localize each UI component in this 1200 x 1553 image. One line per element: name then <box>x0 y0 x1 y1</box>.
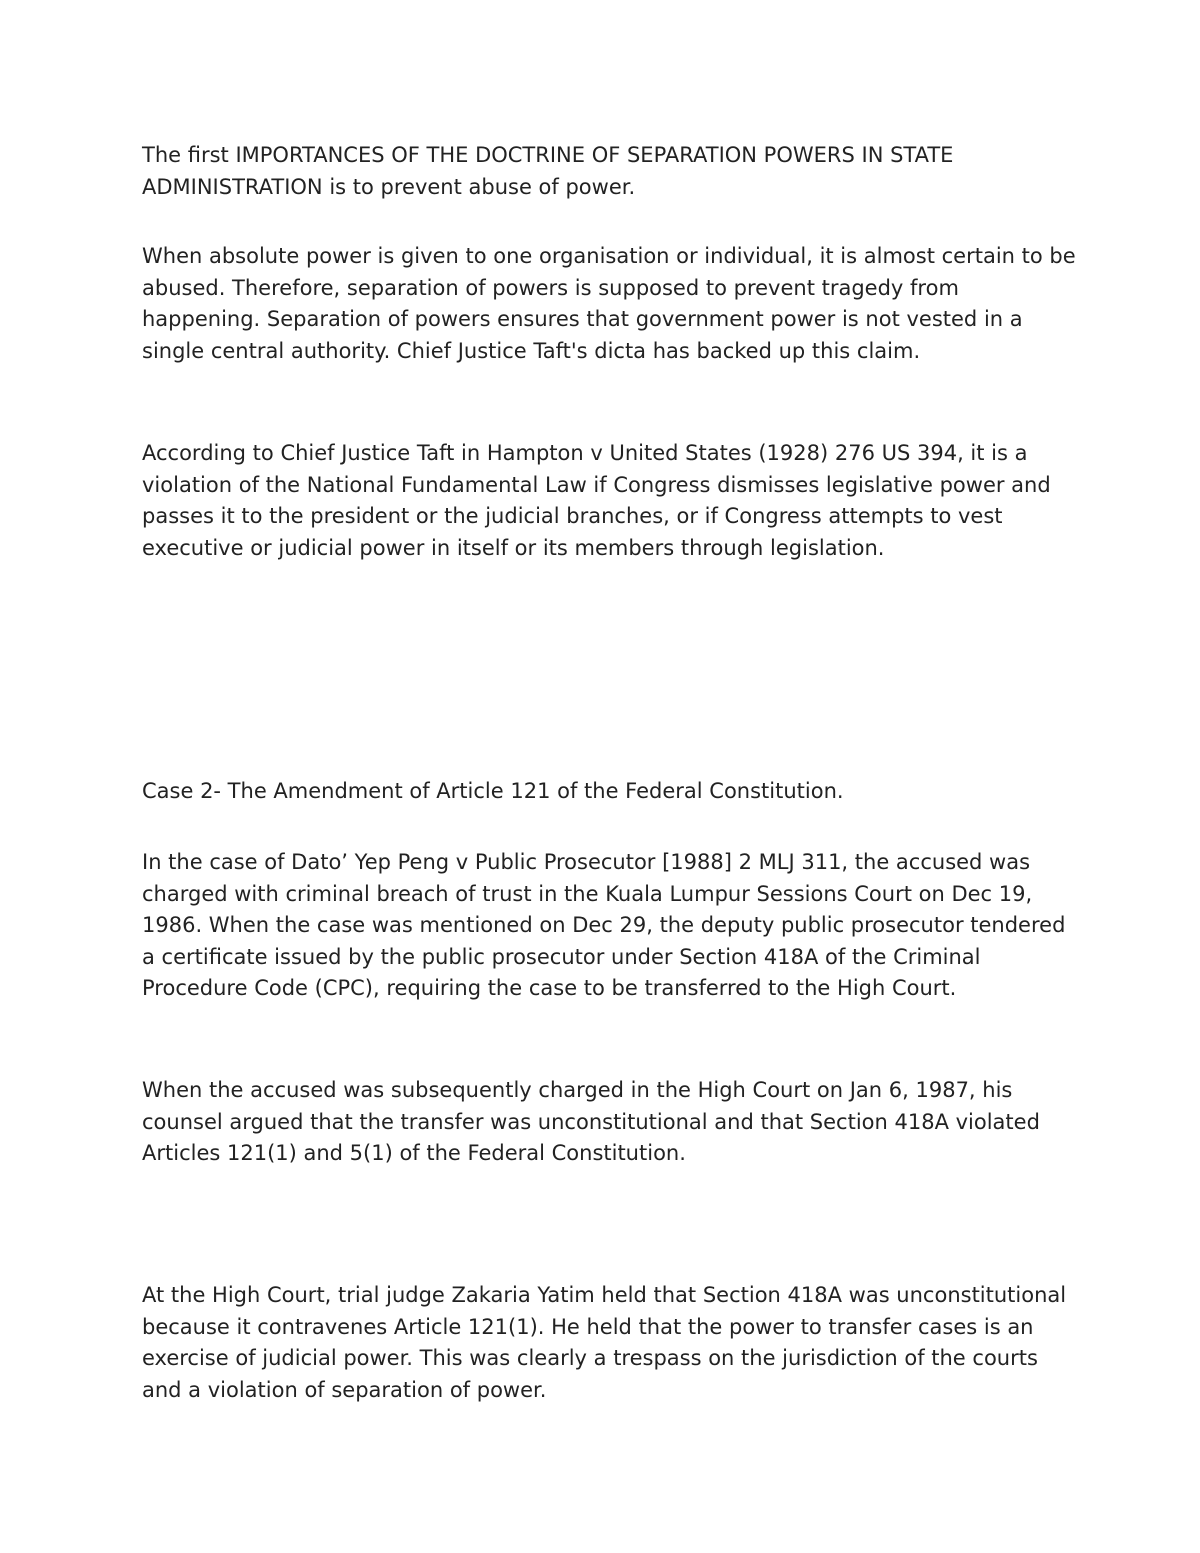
high-court-ruling-paragraph: At the High Court, trial judge Zakaria Yatim held that Section 418A was unconstitutional because it contravenes Article 121(1). He held that the power to transfer cases is an exercise of judicial power. This was clearly a trespass on the jurisdiction of the courts and a violation of separation of power. <box>142 1283 1067 1402</box>
hampton-case-paragraph: According to Chief Justice Taft in Hampton v United States (1928) 276 US 394, it is a violation of the National Fundamental Law if Congress dismisses legislative power and passes it to the president or the judicial branches, or if Congress attempts to vest executive or judicial power in itself or its members through legislation. <box>142 441 1051 560</box>
abuse-of-power-paragraph: When absolute power is given to one organisation or individual, it is almost certain to be abused. Therefore, separation of powers is supposed to prevent tragedy from happening. Separation of powers ensures that government power is not vested in a single central authority. Chief Justice Taft's dicta has backed up this claim. <box>142 244 1076 363</box>
high-court-charge-paragraph: When the accused was subsequently charged in the High Court on Jan 6, 1987, his counsel argued that the transfer was unconstitutional and that Section 418A violated Articles 121(1) and 5(1) of the Federal Constitution. <box>142 1078 1040 1165</box>
yep-peng-case-paragraph: In the case of Dato’ Yep Peng v Public Prosecutor [1988] 2 MLJ 311, the accused was charged with criminal breach of trust in the Kuala Lumpur Sessions Court on Dec 19, 1986. When the case was mentioned on Dec 29, the deputy public prosecutor tendered a certificate issued by the public prosecutor under Section 418A of the Criminal Procedure Code (CPC), requiring the case to be transferred to the High Court. <box>142 850 1066 1000</box>
case-2-heading: Case 2- The Amendment of Article 121 of the Federal Constitution. <box>142 779 844 803</box>
intro-paragraph: The first IMPORTANCES OF THE DOCTRINE OF SEPARATION POWERS IN STATE ADMINISTRATION is to prevent abuse of power. <box>142 143 954 199</box>
